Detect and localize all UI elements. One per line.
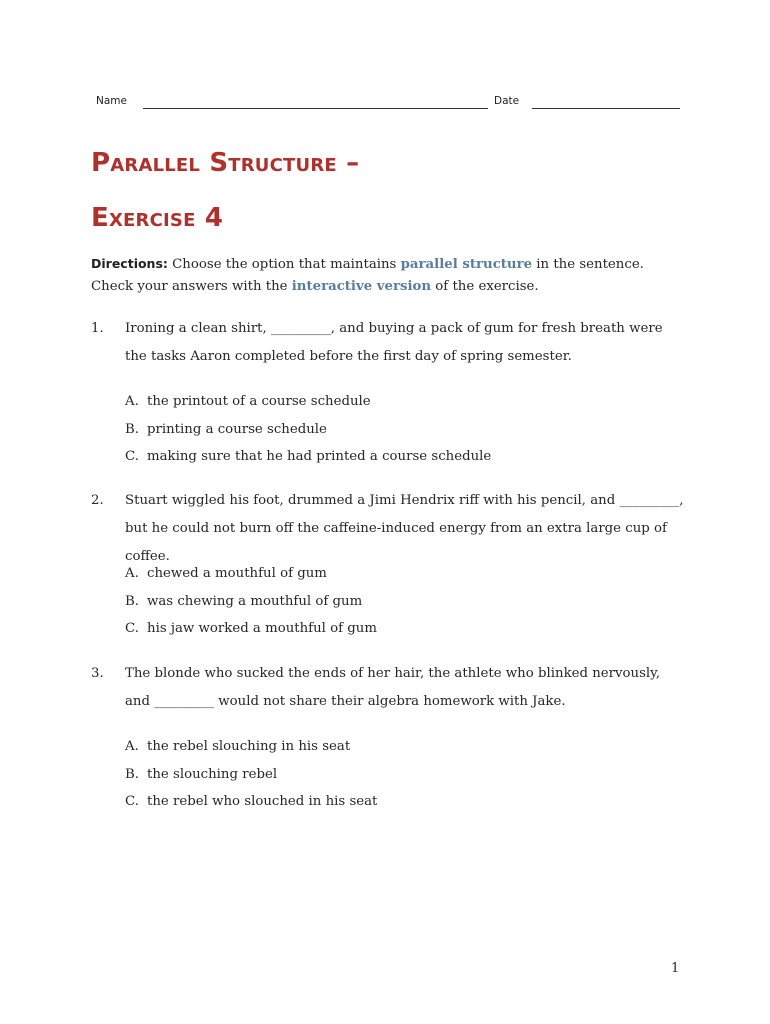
option-text: was chewing a mouthful of gum xyxy=(147,593,363,609)
option-letter: A. xyxy=(125,394,139,409)
page-number: 1 xyxy=(671,961,680,976)
directions-label: Directions: xyxy=(91,256,168,271)
question-text: The blonde who sucked the ends of her hair, the athlete who blinked nervously, and _________ would not share their algebra homework with Jake. xyxy=(125,666,661,709)
directions-text-2: in the sentence. Check your answers with the xyxy=(91,257,644,294)
option-letter: B. xyxy=(125,421,139,437)
name-field[interactable] xyxy=(143,108,488,109)
directions-text-3: of the exercise. xyxy=(431,278,539,294)
option-b[interactable] xyxy=(125,420,491,448)
directions-text-1: Choose the option that maintains xyxy=(167,257,401,272)
option-b[interactable] xyxy=(125,765,377,793)
title-line-2: Exercise 4 xyxy=(91,203,224,233)
directions xyxy=(91,253,686,297)
option-letter: C. xyxy=(125,449,139,464)
option-letter: A. xyxy=(125,739,139,754)
option-text: the rebel who slouched in his seat xyxy=(147,794,378,809)
option-c[interactable] xyxy=(125,619,377,647)
option-c[interactable] xyxy=(125,792,377,820)
option-a[interactable] xyxy=(125,564,377,592)
page-title xyxy=(91,136,651,246)
option-letter: C. xyxy=(125,794,139,809)
option-list xyxy=(125,392,491,475)
option-text: printing a course schedule xyxy=(147,421,327,437)
option-letter: C. xyxy=(125,621,139,636)
name-date-header xyxy=(96,94,680,112)
option-list xyxy=(125,737,377,820)
question-number: 2. xyxy=(91,493,104,508)
option-text: his jaw worked a mouthful of gum xyxy=(147,621,377,636)
option-letter: B. xyxy=(125,593,139,609)
option-text: the printout of a course schedule xyxy=(147,394,371,409)
question-number: 1. xyxy=(91,321,104,336)
interactive-version-link[interactable]: interactive version xyxy=(291,278,432,294)
question-number: 3. xyxy=(91,666,104,681)
option-c[interactable] xyxy=(125,447,491,475)
option-a[interactable] xyxy=(125,392,491,420)
option-b[interactable] xyxy=(125,592,377,620)
question-text: Stuart wiggled his foot, drummed a Jimi Hendrix riff with his pencil, and _________, but he could not burn off the caffeine-induced energy from an extra large cup of coffee. xyxy=(125,493,684,564)
option-text: the slouching rebel xyxy=(147,766,278,782)
title-line-1: Parallel Structure – xyxy=(91,148,360,178)
name-label: Name xyxy=(96,95,127,107)
parallel-structure-link[interactable]: parallel structure xyxy=(400,257,533,272)
date-label: Date xyxy=(494,95,520,107)
option-letter: B. xyxy=(125,766,139,782)
option-text: making sure that he had printed a course schedule xyxy=(147,449,492,464)
option-list xyxy=(125,564,377,647)
option-text: chewed a mouthful of gum xyxy=(147,566,327,581)
option-text: the rebel slouching in his seat xyxy=(147,739,351,754)
date-field[interactable] xyxy=(532,108,680,109)
option-letter: A. xyxy=(125,566,139,581)
question-text: Ironing a clean shirt, _________, and buying a pack of gum for fresh breath were the tasks Aaron completed before the first day of spring semester. xyxy=(125,321,663,364)
option-a[interactable] xyxy=(125,737,377,765)
